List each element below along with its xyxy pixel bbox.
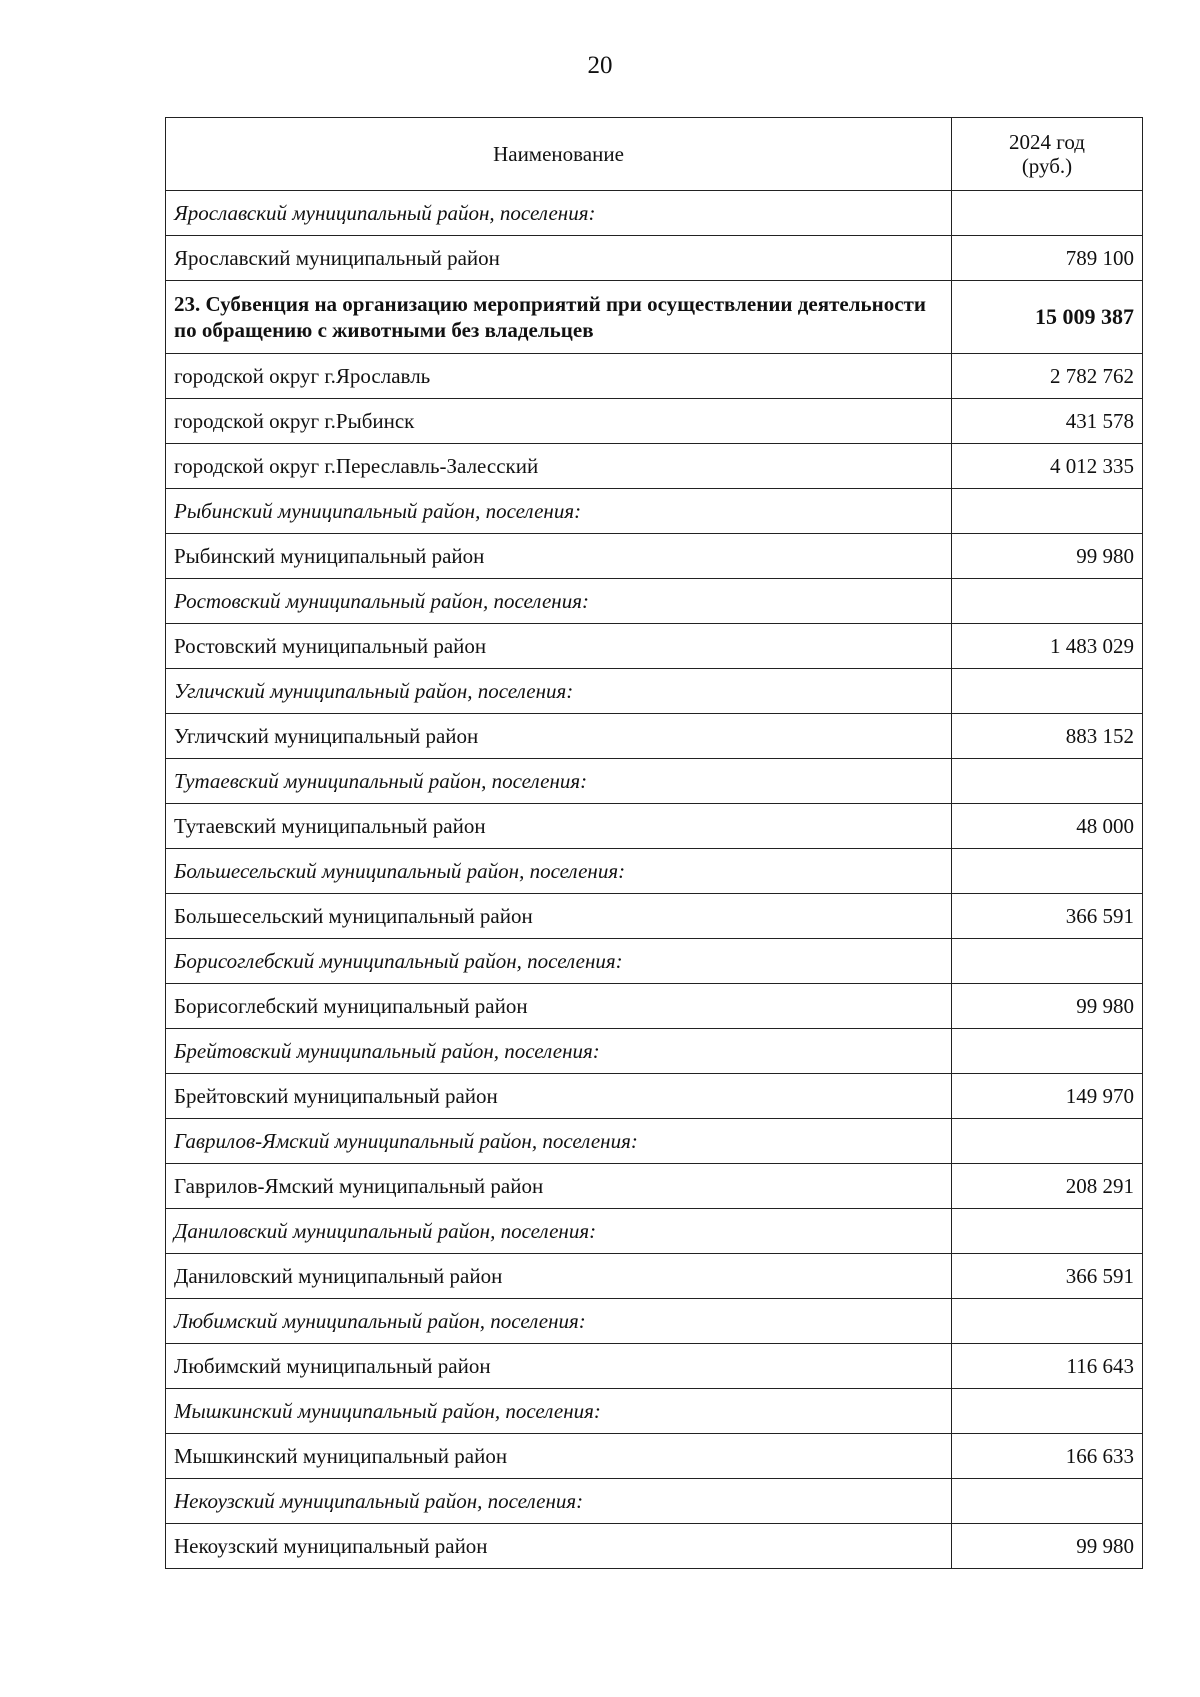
row-value: [952, 1479, 1143, 1524]
header-year-label: 2024 год: [1009, 129, 1085, 154]
table-row: [166, 444, 1143, 489]
row-value: 789 100: [952, 236, 1143, 281]
section-row: [166, 191, 1143, 236]
row-value: 208 291: [952, 1164, 1143, 1209]
row-name: Ростовский муниципальный район, поселения:: [166, 579, 952, 624]
table-row: [166, 354, 1143, 399]
row-name: Ярославский муниципальный район, поселения:: [166, 191, 952, 236]
row-value: [952, 849, 1143, 894]
budget-table: [165, 117, 1143, 1569]
row-value: 99 980: [952, 534, 1143, 579]
row-value: 48 000: [952, 804, 1143, 849]
row-value: [952, 1119, 1143, 1164]
row-name: Ярославский муниципальный район: [166, 236, 952, 281]
row-name: Большесельский муниципальный район: [166, 894, 952, 939]
row-value: [952, 759, 1143, 804]
section-row: [166, 849, 1143, 894]
table-row: [166, 894, 1143, 939]
row-name: городской округ г.Переславль-Залесский: [166, 444, 952, 489]
table-row: [166, 984, 1143, 1029]
row-name: Любимский муниципальный район, поселения:: [166, 1299, 952, 1344]
row-name: Гаврилов-Ямский муниципальный район: [166, 1164, 952, 1209]
table-row: [166, 1524, 1143, 1569]
section-row: [166, 1029, 1143, 1074]
section-row: [166, 759, 1143, 804]
section-row: [166, 579, 1143, 624]
row-name: городской округ г.Рыбинск: [166, 399, 952, 444]
row-value: 366 591: [952, 894, 1143, 939]
section-row: [166, 669, 1143, 714]
table-row: [166, 534, 1143, 579]
header-unit-label: (руб.): [1021, 154, 1073, 178]
row-name: городской округ г.Ярославль: [166, 354, 952, 399]
row-value: [952, 579, 1143, 624]
table-row: [166, 1434, 1143, 1479]
row-name: Некоузский муниципальный район: [166, 1524, 952, 1569]
row-value: 15 009 387: [952, 281, 1143, 354]
table-row: [166, 236, 1143, 281]
row-value: 2 782 762: [952, 354, 1143, 399]
row-name: Даниловский муниципальный район: [166, 1254, 952, 1299]
row-value: [952, 1029, 1143, 1074]
row-name: Большесельский муниципальный район, поселения:: [166, 849, 952, 894]
row-name: Угличский муниципальный район, поселения:: [166, 669, 952, 714]
section-row: [166, 1119, 1143, 1164]
row-name: Борисоглебский муниципальный район: [166, 984, 952, 1029]
table-row: [166, 624, 1143, 669]
table-row: [166, 1164, 1143, 1209]
row-value: [952, 1389, 1143, 1434]
row-name: Ростовский муниципальный район: [166, 624, 952, 669]
row-name: Угличский муниципальный район: [166, 714, 952, 759]
table-row: [166, 714, 1143, 759]
row-name: Брейтовский муниципальный район: [166, 1074, 952, 1119]
table-row: [166, 1344, 1143, 1389]
header-name: Наименование: [166, 118, 952, 191]
row-value: 116 643: [952, 1344, 1143, 1389]
row-value: 431 578: [952, 399, 1143, 444]
row-value: 166 633: [952, 1434, 1143, 1479]
row-value: 99 980: [952, 984, 1143, 1029]
row-name: Любимский муниципальный район: [166, 1344, 952, 1389]
row-value: 1 483 029: [952, 624, 1143, 669]
table-row: [166, 1254, 1143, 1299]
row-name: Мышкинский муниципальный район, поселения:: [166, 1389, 952, 1434]
row-value: 883 152: [952, 714, 1143, 759]
row-value: [952, 1209, 1143, 1254]
header-year: [952, 118, 1143, 191]
row-name: Борисоглебский муниципальный район, поселения:: [166, 939, 952, 984]
row-name: Брейтовский муниципальный район, поселения:: [166, 1029, 952, 1074]
row-value: 99 980: [952, 1524, 1143, 1569]
row-name: Рыбинский муниципальный район: [166, 534, 952, 579]
row-value: 366 591: [952, 1254, 1143, 1299]
table-header-row: [166, 118, 1143, 191]
row-value: [952, 939, 1143, 984]
row-name: Некоузский муниципальный район, поселения:: [166, 1479, 952, 1524]
section-row: [166, 1299, 1143, 1344]
row-name: Даниловский муниципальный район, поселения:: [166, 1209, 952, 1254]
table-row: [166, 804, 1143, 849]
row-name: 23. Субвенция на организацию мероприятий при осуществлении деятельности по обращению с животными без владельцев: [166, 281, 952, 354]
row-name: Рыбинский муниципальный район, поселения:: [166, 489, 952, 534]
table-row: [166, 1074, 1143, 1119]
row-name: Мышкинский муниципальный район: [166, 1434, 952, 1479]
page-number: 20: [587, 52, 613, 79]
row-value: 149 970: [952, 1074, 1143, 1119]
row-name: Тутаевский муниципальный район, поселения:: [166, 759, 952, 804]
section-row: [166, 489, 1143, 534]
section-row: [166, 939, 1143, 984]
row-value: 4 012 335: [952, 444, 1143, 489]
table-row: [166, 399, 1143, 444]
row-name: Тутаевский муниципальный район: [166, 804, 952, 849]
subvention-row: [166, 281, 1143, 354]
row-value: [952, 1299, 1143, 1344]
row-value: [952, 669, 1143, 714]
section-row: [166, 1209, 1143, 1254]
row-value: [952, 191, 1143, 236]
section-row: [166, 1479, 1143, 1524]
row-value: [952, 489, 1143, 534]
row-name: Гаврилов-Ямский муниципальный район, поселения:: [166, 1119, 952, 1164]
section-row: [166, 1389, 1143, 1434]
